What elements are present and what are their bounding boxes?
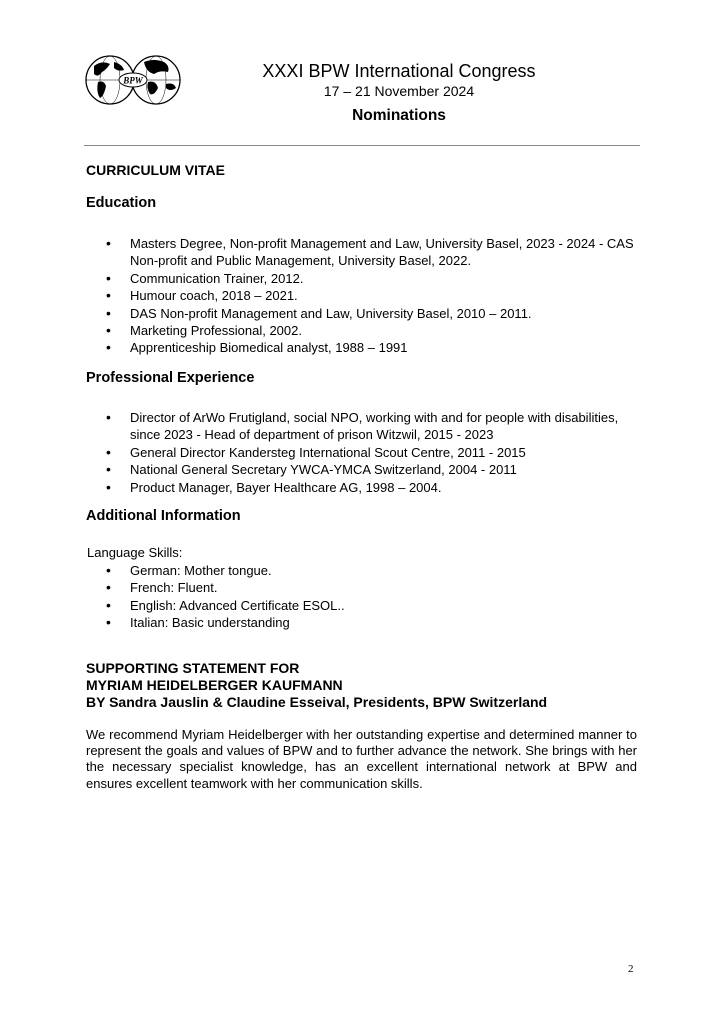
list-item: • DAS Non-profit Management and Law, University Basel, 2010 – 2011. [104, 305, 644, 322]
bpw-logo [84, 52, 184, 108]
list-item: • Director of ArWo Frutigland, social NPO, working with and for people with disabilities, since 2023 - Head of department of prison Witzwil, 2015 - 2023 [104, 409, 644, 444]
education-list [104, 235, 644, 357]
list-item: • Marketing Professional, 2002. [104, 322, 644, 339]
globe-icon [84, 52, 184, 108]
supporting-statement-heading [86, 660, 547, 712]
additional-heading: Additional Information [86, 508, 241, 524]
education-heading: Education [86, 195, 157, 211]
page-number: 2 [628, 963, 634, 975]
list-item: • Product Manager, Bayer Healthcare AG, 1998 – 2004. [104, 479, 644, 496]
cv-heading: CURRICULUM VITAE [86, 162, 225, 178]
list-item: • French: Fluent. [104, 579, 644, 596]
experience-heading: Professional Experience [86, 370, 255, 386]
list-item: • Apprenticeship Biomedical analyst, 1988 – 1991 [104, 339, 644, 356]
supporting-statement-text: We recommend Myriam Heidelberger with her outstanding expertise and determined manner to represent the goals and values of BPW and to further advance the network. She brings with her the necessary specialist knowledge, has an excellent international network at BPW and ensures excellent teamwork with her communication skills. [86, 727, 637, 791]
list-item: • English: Advanced Certificate ESOL.. [104, 597, 644, 614]
list-item: • Italian: Basic understanding [104, 614, 644, 631]
congress-title: XXXI BPW International Congress [262, 61, 536, 81]
page-subtitle: Nominations [352, 107, 446, 124]
support-line-1: SUPPORTING STATEMENT FOR [86, 660, 300, 676]
language-list [104, 562, 644, 632]
experience-list [104, 409, 644, 496]
list-item: • National General Secretary YWCA-YMCA Switzerland, 2004 - 2011 [104, 461, 644, 478]
header-divider [84, 145, 640, 146]
list-item: • General Director Kandersteg International Scout Centre, 2011 - 2015 [104, 444, 644, 461]
congress-dates: 17 – 21 November 2024 [323, 83, 475, 99]
support-line-3: BY Sandra Jauslin & Claudine Esseival, Presidents, BPW Switzerland [86, 694, 548, 711]
language-skills-label: Language Skills: [87, 545, 183, 560]
list-item: • Humour coach, 2018 – 2021. [104, 287, 644, 304]
list-item: • Masters Degree, Non-profit Management and Law, University Basel, 2023 - 2024 - CAS Non-profit and Public Management, University Basel, 2022. [104, 235, 644, 270]
list-item: • German: Mother tongue. [104, 562, 644, 579]
support-line-2: MYRIAM HEIDELBERGER KAUFMANN [86, 677, 343, 694]
logo-text: BPW [123, 75, 143, 86]
list-item: • Communication Trainer, 2012. [104, 270, 644, 287]
